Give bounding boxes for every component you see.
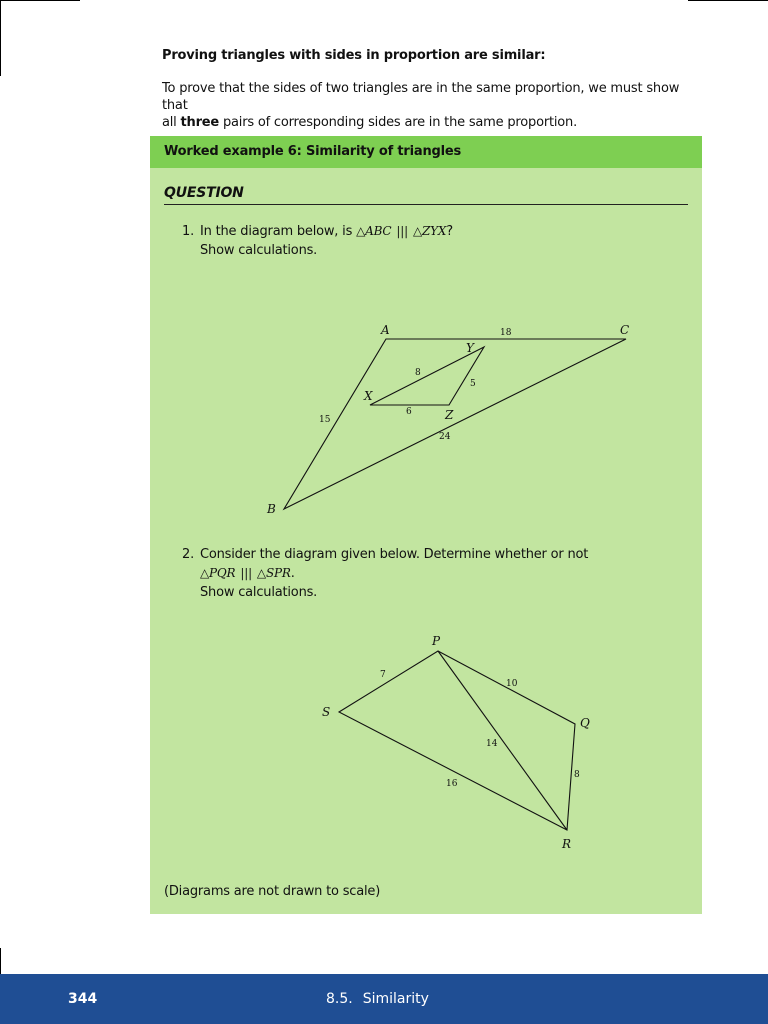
vertex-label-p: P [432, 634, 441, 648]
question-2-line-3: Show calculations. [200, 585, 318, 600]
crop-mark-top-right-h [688, 0, 768, 1]
triangle-abc [284, 339, 626, 509]
side-label-xz: 6 [406, 407, 412, 417]
question-1-triangle-2: △ZYX [412, 224, 447, 238]
question-2-triangle-2: △SPR [256, 566, 291, 580]
question-2-number: 2. [182, 547, 195, 562]
question-1-similar-symbol: ||| [396, 224, 408, 238]
question-1-line-2: Show calculations. [200, 243, 318, 258]
vertex-label-s: S [322, 705, 331, 719]
side-label-yz: 5 [470, 379, 476, 389]
vertex-label-r: R [562, 837, 572, 851]
section-heading: Proving triangles with sides in proportion are similar: [162, 48, 546, 63]
vertex-label-q: Q [580, 716, 590, 730]
question-1-text: In the diagram below, is [200, 224, 357, 239]
question-2 [182, 545, 588, 602]
page-footer [0, 974, 768, 1024]
vertex-label-c: C [620, 323, 630, 337]
diagonal-pr [438, 651, 567, 830]
side-label-sr: 16 [446, 779, 458, 789]
side-label-qr: 8 [574, 770, 580, 780]
question-1-triangle-1: △ABC [356, 224, 392, 238]
question-2-line-1 [182, 545, 588, 564]
question-1-number: 1. [182, 224, 195, 239]
footer-section-title: Similarity [362, 991, 429, 1007]
diagram-2 [310, 631, 610, 856]
diagram-1 [260, 316, 680, 516]
vertex-label-a: A [381, 323, 390, 337]
footer-section [326, 991, 439, 1007]
footer-section-number: 8.5. [326, 991, 353, 1007]
side-label-pr: 14 [486, 739, 498, 749]
question-2-triangle-1: △PQR [200, 566, 236, 580]
vertex-label-y: Y [466, 341, 474, 355]
intro-paragraph [162, 80, 702, 131]
crop-mark-top-left-h [0, 0, 80, 1]
question-label: QUESTION [164, 185, 244, 201]
triangle-xyz [370, 347, 484, 405]
worked-example-box [150, 136, 702, 914]
question-divider [164, 204, 688, 205]
side-label-ab: 15 [319, 415, 331, 425]
side-label-bc: 24 [439, 432, 451, 442]
intro-line-2-prefix: all [162, 115, 181, 130]
side-label-sp: 7 [380, 670, 386, 680]
question-1-end: ? [446, 224, 453, 239]
question-1-line-1 [182, 222, 453, 241]
vertex-label-x: X [364, 389, 373, 403]
side-label-pq: 10 [506, 679, 518, 689]
question-1 [182, 222, 453, 260]
question-2-text: Consider the diagram given below. Determine whether or not [200, 547, 589, 562]
vertex-label-b: B [267, 502, 276, 516]
scale-note: (Diagrams are not drawn to scale) [164, 884, 381, 899]
crop-mark-top-left-v [0, 0, 1, 76]
intro-emphasis: three [180, 115, 220, 130]
side-label-xy: 8 [415, 368, 421, 378]
vertex-label-z: Z [445, 408, 454, 422]
question-2-similar-symbol: ||| [240, 566, 252, 580]
page-number: 344 [68, 991, 98, 1007]
question-2-end: . [290, 566, 295, 581]
worked-example-header [150, 136, 702, 168]
crop-mark-bottom-left-v [0, 948, 1, 974]
side-label-ac: 18 [500, 328, 512, 338]
intro-line-2-suffix: pairs of corresponding sides are in the same proportion. [219, 115, 578, 130]
intro-line-1: To prove that the sides of two triangles are in the same proportion, we must show that [162, 81, 680, 113]
worked-example-title: Worked example 6: Similarity of triangles [164, 144, 462, 159]
intro-line-2 [162, 114, 702, 131]
question-2-line-2 [200, 564, 588, 583]
